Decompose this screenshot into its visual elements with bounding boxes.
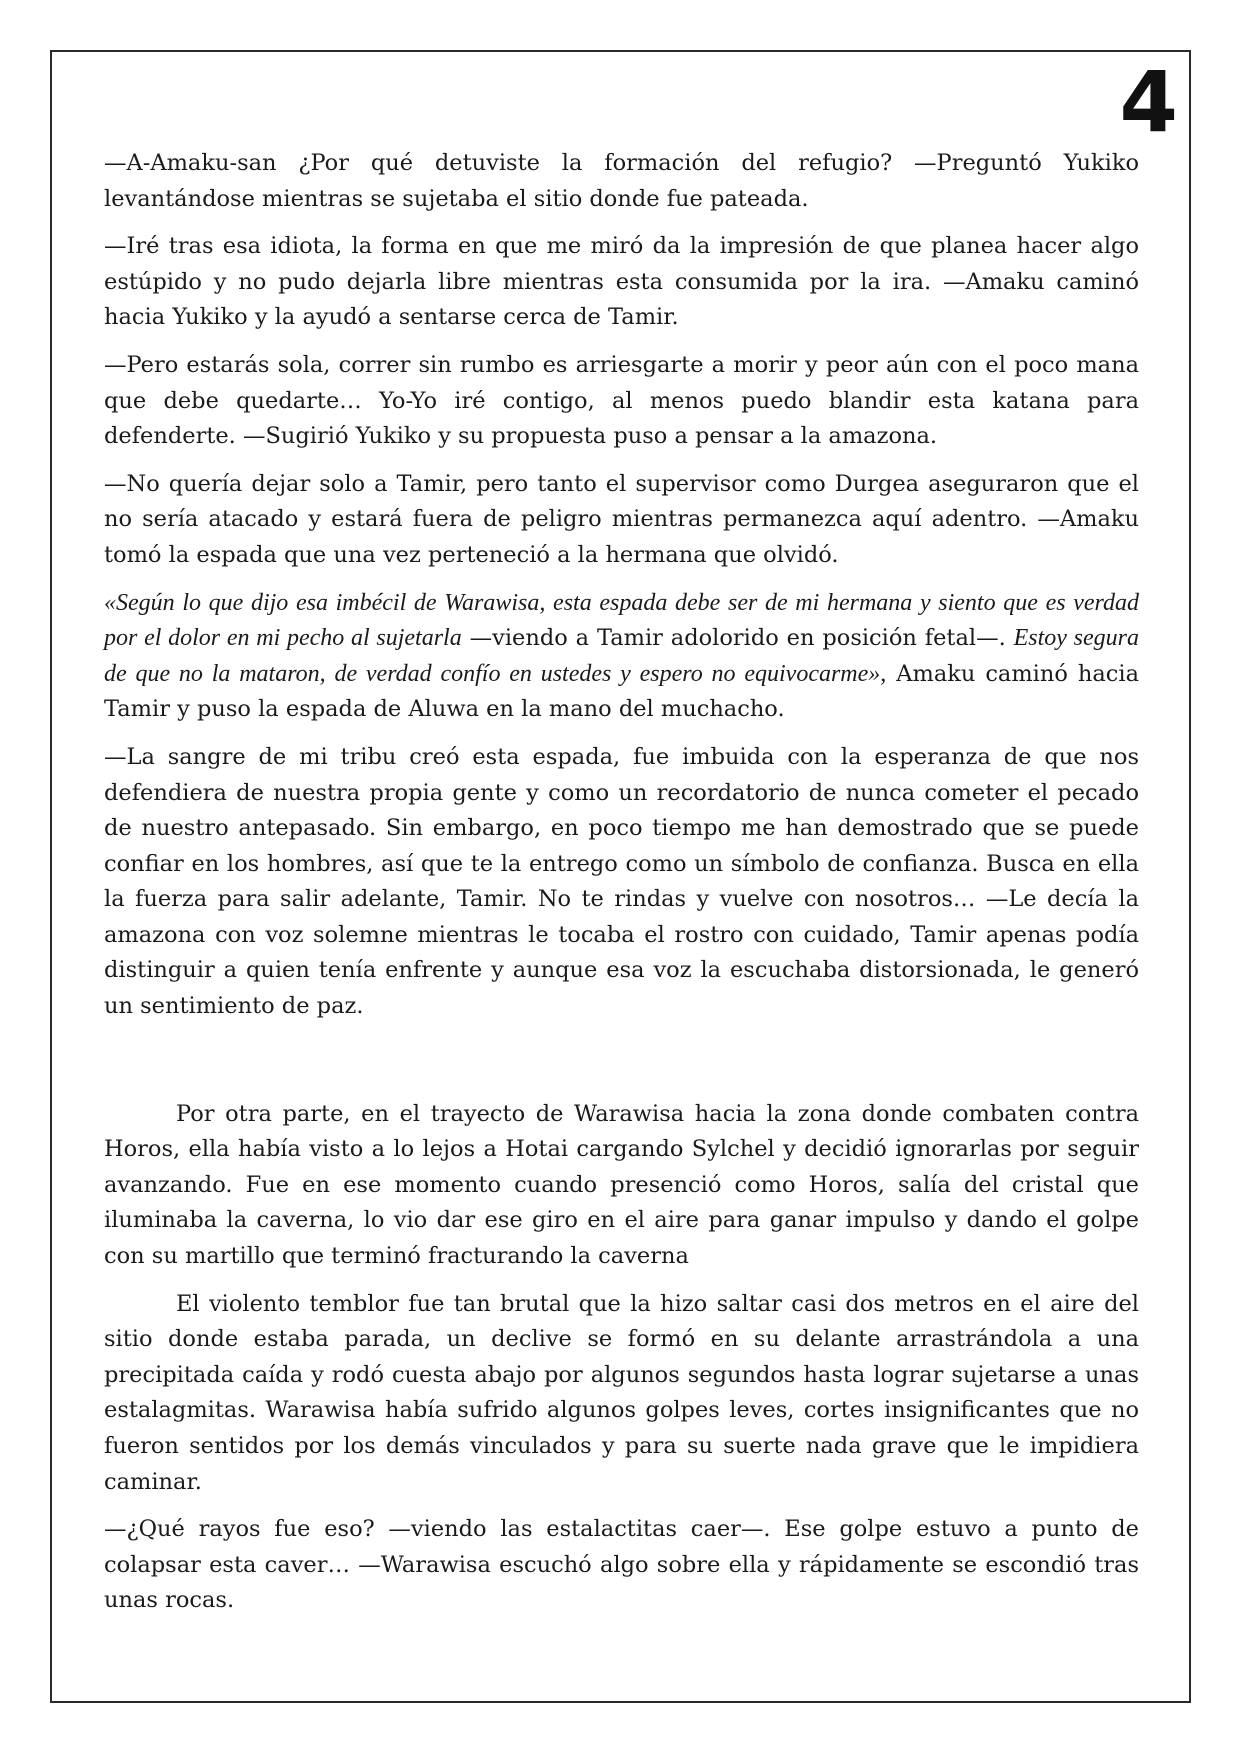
paragraph-8: El violento temblor fue tan brutal que la hizo saltar casi dos metros en el aire del sitio donde estaba parada, un declive se formó en su delante arrastrándola a una precipitada caída y rodó cuesta abajo por algunos segundos hasta lograr sujetarse a unas estalagmitas. Warawisa había sufrido algunos golpes leves, cortes insignificantes que no fueron sentidos por los demás vinculados y para su suerte nada grave que le impidiera caminar. — [104, 1290, 1139, 1495]
paragraph-2: —Iré tras esa idiota, la forma en que me miró da la impresión de que planea hacer algo estúpido y no pudo dejarla libre mientras esta consumida por la ira. —Amaku caminó hacia Yukiko y la ayudó a sentarse cerca de Tamir. — [104, 233, 1139, 331]
narration-1: —viendo a Tamir adolorido en posición fetal—. — [461, 625, 1014, 652]
italic-thought-1: «Según lo que dijo esa imbécil de Warawisa, esta espada debe ser de mi hermana y siento que es verdad por el dolor en mi pecho al sujetarla — [104, 589, 1139, 652]
paragraph-7: Por otra parte, en el trayecto de Warawisa hacia la zona donde combaten contra Horos, ella había visto a lo lejos a Hotai cargando Sylchel y decidió ignorarlas por seguir avanzando. Fue en ese momento cuando presenció como Horos, salía del cristal que iluminaba la caverna, lo vio dar ese giro en el aire para ganar impulso y dando el golpe con su martillo que terminó fracturando la caverna — [104, 1100, 1139, 1270]
italic-thought-2: Estoy segura de que no la mataron, de verdad confío en ustedes y espero no equivocarme», — [104, 625, 1139, 687]
paragraph-1: —A-Amaku-san ¿Por qué detuviste la formación del refugio? —Preguntó Yukiko levantándose mientras se sujetaba el sitio donde fue pateada. — [104, 150, 1139, 212]
document-body — [104, 146, 1139, 1631]
section-break — [104, 1037, 1139, 1097]
paragraph-6: —La sangre de mi tribu creó esta espada, fue imbuida con la esperanza de que nos defendiera de nuestra propia gente y como un recordatorio de nunca cometer el pecado de nuestro antepasado. Sin embargo, en poco tiempo me han demostrado que se puede confiar en los hombres, así que te la entrego como un símbolo de confianza. Busca en ella la fuerza para salir adelante, Tamir. No te rindas y vuelve con nosotros… —Le decía la amazona con voz solemne mientras le tocaba el rostro con cuidado, Tamir apenas podía distinguir a quien tenía enfrente y aunque esa voz la escuchaba distorsionada, le generó un sentimiento de paz. — [104, 743, 1139, 1020]
paragraph-3: —Pero estarás sola, correr sin rumbo es arriesgarte a morir y peor aún con el poco mana que debe quedarte… Yo-Yo iré contigo, al menos puedo blandir esta katana para defenderte. —Sugirió Yukiko y su propuesta puso a pensar a la amazona. — [104, 351, 1139, 450]
narration-2: Amaku caminó hacia Tamir y puso la espada de Aluwa en la mano del muchacho. — [104, 660, 1139, 723]
paragraph-5-mixed — [104, 586, 1139, 728]
page-number: 4 — [1119, 53, 1178, 151]
paragraph-9: —¿Qué rayos fue eso? —viendo las estalactitas caer—. Ese golpe estuvo a punto de colapsar esta caver… —Warawisa escuchó algo sobre ella y rápidamente se escondió tras unas rocas. — [104, 1516, 1139, 1614]
paragraph-4: —No quería dejar solo a Tamir, pero tanto el supervisor como Durgea aseguraron que el no sería atacado y estará fuera de peligro mientras permanezca aquí adentro. —Amaku tomó la espada que una vez perteneció a la hermana que olvidó. — [104, 470, 1139, 568]
